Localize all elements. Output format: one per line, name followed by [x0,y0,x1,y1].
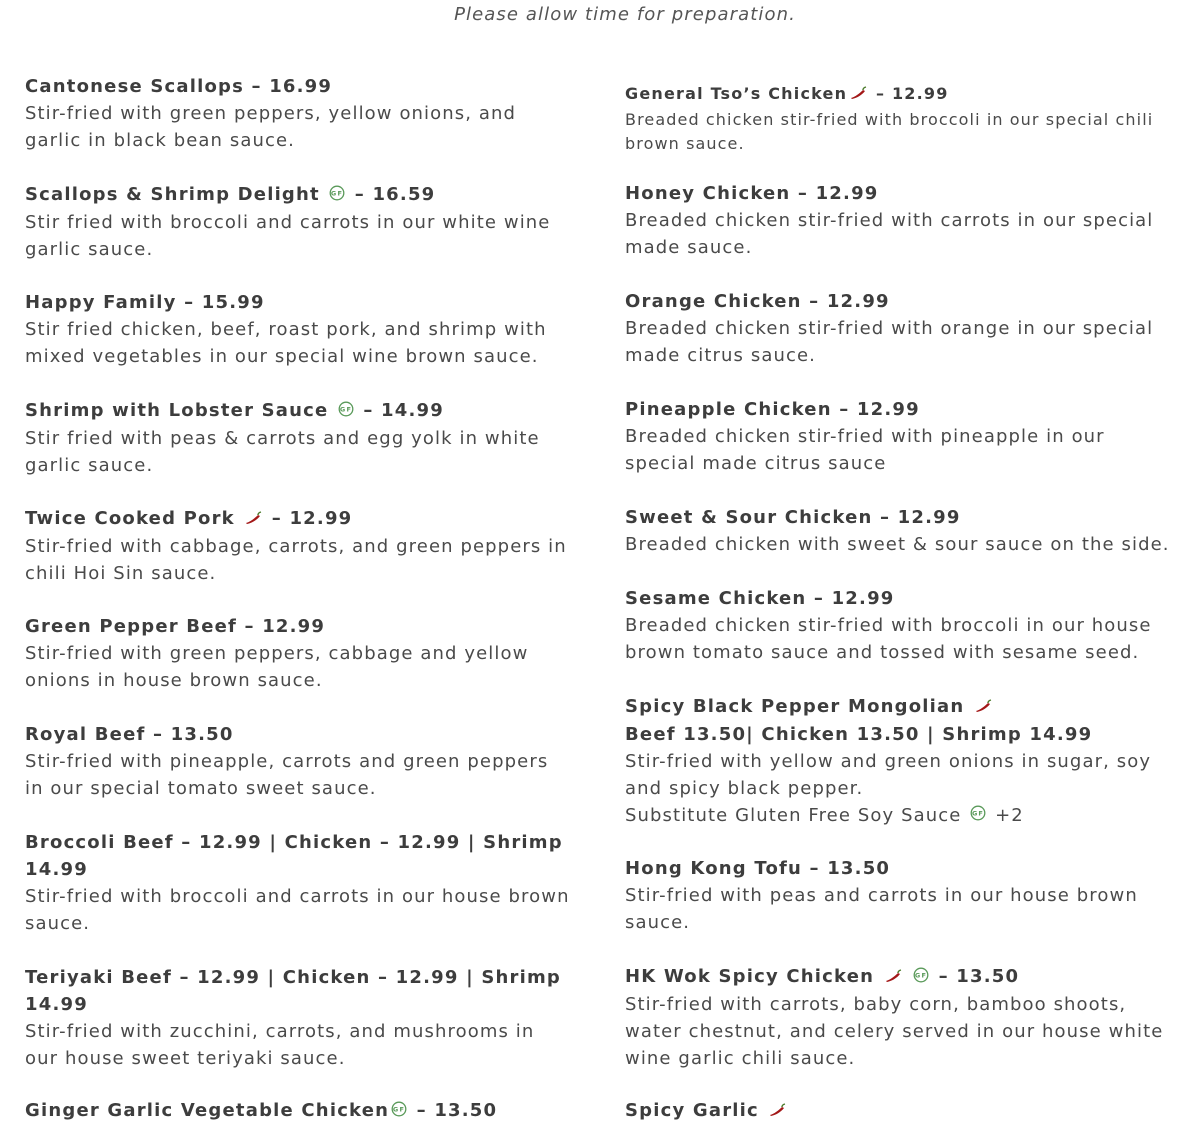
svg-text:GF: GF [393,1105,406,1114]
item-description: Stir-fried with green peppers, yellow onions, and garlic in black bean sauce. [25,103,517,151]
substitute-price: +2 [995,804,1024,826]
item-price: 14.99 [381,400,444,421]
svg-text:GF: GF [915,971,928,980]
item-description: Breaded chicken stir-fried with broccoli in our house brown tomato sauce and tossed with sesame seed. [625,615,1152,663]
menu-item: Hong Kong Tofu – 13.50 Stir-fried with peas and carrots in our house brown sauce. [625,855,1170,936]
item-price: 13.50 [827,858,891,879]
chili-pepper-icon [768,1098,786,1125]
item-title: HK Wok Spicy Chicken [625,966,875,987]
item-title: Honey Chicken [625,183,791,204]
menu-item: Scallops & Shrimp Delight GF – 16.59 Stir fried with broccoli and carrots in our white wine garlic sauce. [25,181,570,263]
item-price: 12.99 [289,508,353,529]
item-description: Stir-fried with peas and carrots in our house brown sauce. [625,885,1138,933]
svg-text:GF: GF [331,189,344,198]
item-description: Stir-fried with pineapple, carrots and green peppers in our special tomato sweet sauce. [25,751,549,799]
item-description: Stir-fried with yellow and green onions in sugar, soy and spicy black pepper. [625,750,1152,799]
item-title: Happy Family [25,292,177,313]
item-title: Spicy Black Pepper Mongolian [625,696,965,717]
menu-item: Sweet & Sour Chicken – 12.99 Breaded chicken with sweet & sour sauce on the side. [625,504,1170,558]
gluten-free-icon [391,1098,407,1125]
chili-pepper-icon [884,964,902,991]
gluten-free-icon [970,802,986,829]
menu-item: Ginger Garlic Vegetable Chicken GF – 13.50 [25,1097,570,1125]
item-price: 12.99 [897,507,961,528]
menu-item: Royal Beef – 13.50 Stir-fried with pineapple, carrots and green peppers in our special tomato sweet sauce. [25,721,570,802]
item-description: Breaded chicken stir-fried with carrots in our special made sauce. [625,210,1154,258]
menu-item [25,829,570,937]
item-title: Hong Kong Tofu [625,858,803,879]
svg-text:GF: GF [339,405,352,414]
item-title: Twice Cooked Pork [25,508,235,529]
item-description: Stir-fried with broccoli and carrots in our house brown sauce. [25,886,570,934]
item-variants: Beef 13.50| Chicken 13.50 | Shrimp 14.99 [625,723,1093,745]
item-description: Breaded chicken with sweet & sour sauce on the side. [625,534,1170,555]
svg-text:GF: GF [972,809,985,818]
chili-pepper-icon [974,694,992,721]
menu-item: Pineapple Chicken – 12.99 Breaded chicken stir-fried with pineapple in our special made citrus sauce [625,396,1170,477]
menu-item [625,693,1170,829]
item-title: Spicy Garlic [625,1100,759,1121]
menu-item: Twice Cooked Pork – 12.99 Stir-fried with cabbage, carrots, and green peppers in chili Hoi Sin sauce. [25,505,570,587]
item-title: Scallops & Shrimp Delight [25,184,320,205]
item-description: Stir-fried with carrots, baby corn, bamboo shoots, water chestnut, and celery served in our house white wine garlic chili sauce. [625,993,1164,1069]
menu-item: Sesame Chicken – 12.99 Breaded chicken stir-fried with broccoli in our house brown tomato sauce and tossed with sesame seed. [625,585,1170,666]
preparation-note: Please allow time for preparation. [454,4,796,25]
menu-item: Shrimp with Lobster Sauce GF – 14.99 Stir fried with peas & carrots and egg yolk in white garlic sauce. [25,397,570,479]
item-title: General Tso’s Chicken [625,84,848,103]
item-price: 12.99 [831,588,895,609]
item-title: Royal Beef [25,724,146,745]
item-price: 13.50 [170,724,234,745]
item-description: Stir fried chicken, beef, roast pork, and shrimp with mixed vegetables in our special wine brown sauce. [25,319,547,367]
item-price: 13.50 [434,1100,498,1121]
substitute-note: Substitute Gluten Free Soy Sauce [625,804,962,826]
item-title: Orange Chicken [625,291,802,312]
item-price: 16.99 [269,76,333,97]
gluten-free-icon [329,182,345,209]
item-title: Green Pepper Beef [25,616,238,637]
menu-item: General Tso’s Chicken – 12.99 Breaded chicken stir-fried with broccoli in our special chili brown sauce. [625,80,1170,156]
item-price: 12.99 [815,183,879,204]
menu-item: Happy Family – 15.99 Stir fried chicken, beef, roast pork, and shrimp with mixed vegetables in our special wine brown sauce. [25,289,570,370]
item-price: 13.50 [956,966,1020,987]
chili-pepper-icon [244,506,262,533]
menu-item [25,964,570,1072]
item-price: 12.99 [262,616,326,637]
item-title: Teriyaki Beef – 12.99 | Chicken – 12.99 | Shrimp 14.99 [25,967,561,1015]
item-price: 16.59 [372,184,436,205]
gluten-free-icon [913,964,929,991]
chili-pepper-icon [849,81,867,108]
item-description: Stir fried with peas & carrots and egg yolk in white garlic sauce. [25,427,540,476]
item-price: 12.99 [856,399,920,420]
gluten-free-icon [338,398,354,425]
item-title: Ginger Garlic Vegetable Chicken [25,1100,390,1121]
menu-item: HK Wok Spicy Chicken GF – 13.50 Stir-fried with carrots, baby corn, bamboo shoots, water chestnut, and celery served in our house white wine garlic chili sauce. [625,963,1170,1072]
item-title: Shrimp with Lobster Sauce [25,400,329,421]
menu-item [625,1097,1170,1125]
menu-item: Orange Chicken – 12.99 Breaded chicken stir-fried with orange in our special made citrus sauce. [625,288,1170,369]
item-description: Stir-fried with cabbage, carrots, and green peppers in chili Hoi Sin sauce. [25,535,567,584]
item-description: Breaded chicken stir-fried with orange in our special made citrus sauce. [625,318,1154,366]
item-title: Broccoli Beef – 12.99 | Chicken – 12.99 | Shrimp 14.99 [25,832,563,880]
item-description: Stir-fried with zucchini, carrots, and mushrooms in our house sweet teriyaki sauce. [25,1021,535,1069]
item-title: Sesame Chicken [625,588,807,609]
item-price: 12.99 [891,84,949,103]
menu-item: Cantonese Scallops – 16.99 Stir-fried with green peppers, yellow onions, and garlic in black bean sauce. [25,73,570,154]
menu-item: Green Pepper Beef – 12.99 Stir-fried with green peppers, cabbage and yellow onions in house brown sauce. [25,613,570,694]
menu-item: Honey Chicken – 12.99 Breaded chicken stir-fried with carrots in our special made sauce. [625,180,1170,261]
item-title: Pineapple Chicken [625,399,832,420]
item-description: Breaded chicken stir-fried with pineapple in our special made citrus sauce [625,426,1105,474]
item-description: Stir-fried with green peppers, cabbage and yellow onions in house brown sauce. [25,643,529,691]
item-title: Cantonese Scallops [25,76,245,97]
item-price: 12.99 [826,291,890,312]
item-description: Breaded chicken stir-fried with broccoli in our special chili brown sauce. [625,110,1154,153]
item-price: 15.99 [201,292,265,313]
item-title: Sweet & Sour Chicken [625,507,873,528]
item-description: Stir fried with broccoli and carrots in our white wine garlic sauce. [25,211,551,260]
